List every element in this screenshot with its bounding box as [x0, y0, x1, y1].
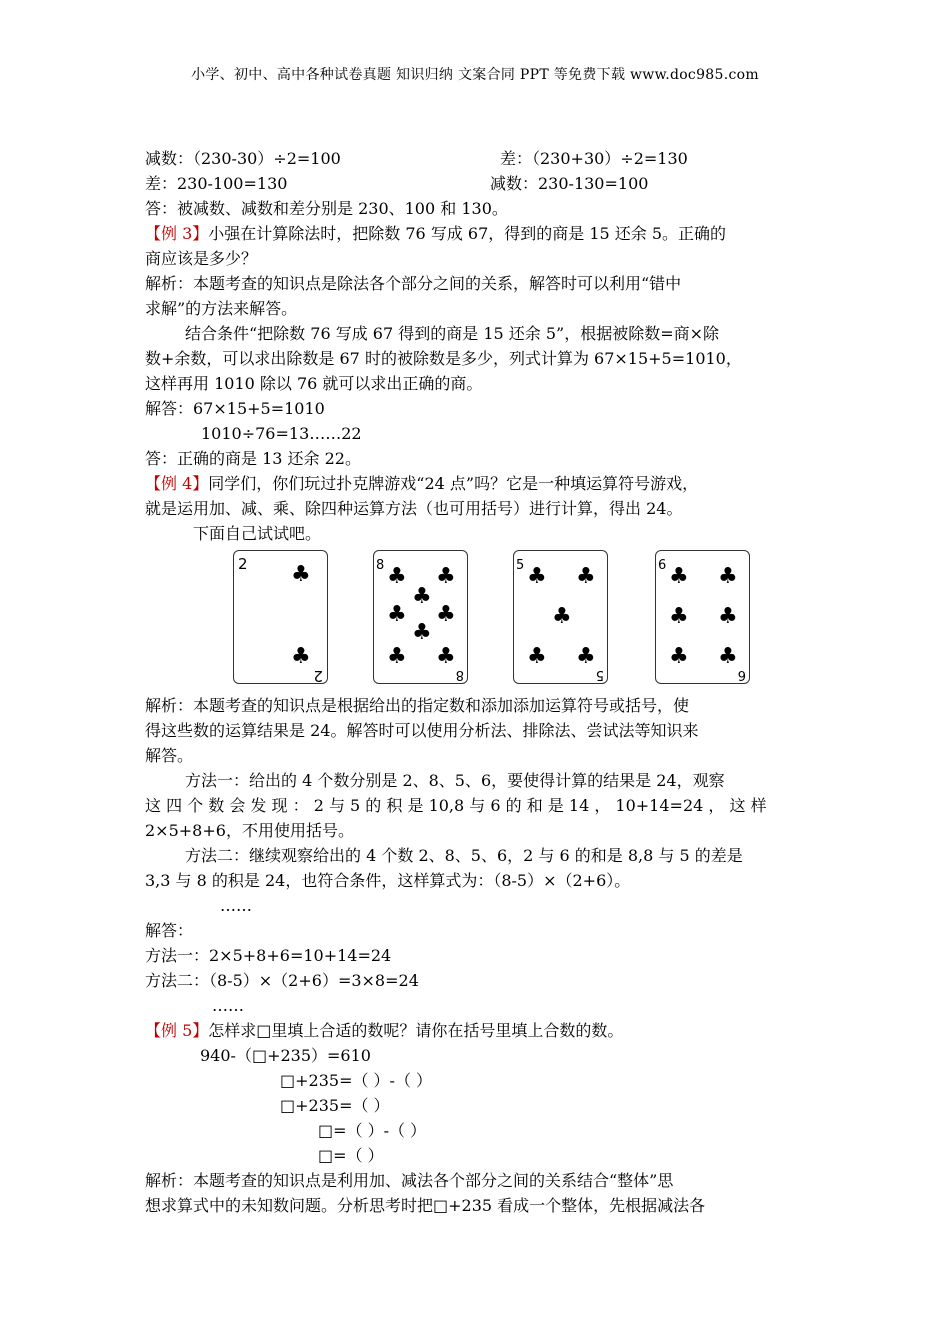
svg-text:♣: ♣: [436, 644, 456, 669]
playing-card-5: [513, 550, 608, 684]
text-line: 商应该是多少？: [145, 249, 258, 268]
line-difference-2: 差：230-100=130: [145, 174, 288, 193]
svg-text:♣: ♣: [291, 562, 311, 587]
text-line: 这样再用 1010 除以 76 就可以求出正确的商。: [145, 374, 483, 393]
text-line: 2×5+8+6，不用使用括号。: [145, 821, 354, 840]
card-rank: 2: [238, 555, 248, 573]
text-line: 就是运用加、减、乘、除四种运算方法（也可用括号）进行计算，得出 24。: [145, 499, 683, 518]
equation-line: □+235=（ ）: [280, 1096, 390, 1115]
svg-text:♣: ♣: [387, 564, 407, 589]
text-line: 数+余数，可以求出除数是 67 时的被除数是多少，列式计算为 67×15+5=1010，: [145, 349, 742, 368]
card-rank: 5: [516, 558, 525, 573]
page-header: 小学、初中、高中各种试卷真题 知识归纳 文案合同 PPT 等免费下载 www.doc985.com: [191, 67, 759, 83]
text-line: 结合条件“把除数 76 写成 67 得到的商是 15 还余 5”，根据被除数=商×除: [185, 324, 720, 343]
playing-card-8: [373, 550, 468, 684]
svg-text:♣: ♣: [412, 620, 432, 645]
text-line: 解答：: [145, 921, 194, 940]
card-rank-rotated: 8: [455, 667, 464, 682]
example-4-title: [145, 473, 698, 495]
text-line: 方法一：给出的 4 个数分别是 2、8、5、6，要使得计算的结果是 24，观察: [185, 771, 725, 790]
answer-line: 答：被减数、减数和差分别是 230、100 和 130。: [145, 199, 508, 218]
card-rank-rotated: 6: [737, 667, 746, 682]
svg-text:♣: ♣: [387, 602, 407, 627]
card-rank: 6: [658, 558, 667, 573]
text-line: 下面自己试试吧。: [193, 524, 322, 543]
text-line: 得这些数的运算结果是 24。解答时可以使用分析法、排除法、尝试法等知识来: [145, 721, 699, 740]
text-line: 方法二：（8-5）×（2+6）=3×8=24: [145, 971, 419, 990]
playing-card-2: [233, 550, 328, 684]
equation-line: 940-（□+235）=610: [200, 1046, 371, 1065]
svg-text:♣: ♣: [669, 604, 689, 629]
equation-line: □+235=（ ）-（ ）: [280, 1071, 433, 1090]
text-line: 3,3 与 8 的积是 24，也符合条件，这样算式为：（8-5）×（2+6）。: [145, 871, 631, 890]
text-line: 解析：本题考查的知识点是根据给出的指定数和添加添加运算符号或括号，使: [145, 696, 690, 715]
svg-text:♣: ♣: [412, 584, 432, 609]
svg-text:♣: ♣: [576, 644, 596, 669]
example-4-text: 同学们，你们玩过扑克牌游戏“24 点”吗？它是一种填运算符号游戏，: [208, 474, 699, 493]
svg-text:♣: ♣: [436, 602, 456, 627]
svg-text:♣: ♣: [291, 644, 311, 669]
example-3-text: 小强在计算除法时，把除数 76 写成 67，得到的商是 15 还余 5。正确的: [208, 224, 727, 243]
example-5-title: [145, 1020, 623, 1042]
text-line: 求解”的方法来解答。: [145, 299, 298, 318]
playing-card-6: [655, 550, 750, 684]
club-icon: [656, 551, 751, 685]
svg-text:♣: ♣: [387, 644, 407, 669]
text-line: 答：正确的商是 13 还余 22。: [145, 449, 361, 468]
ellipsis: ……: [220, 896, 252, 915]
text-line: 方法一：2×5+8+6=10+14=24: [145, 946, 392, 965]
example-5-text: 怎样求□里填上合适的数呢？请你在括号里填上合数的数。: [208, 1021, 624, 1040]
svg-text:♣: ♣: [718, 644, 738, 669]
example-5-label: 【例 5】: [145, 1021, 209, 1040]
svg-text:♣: ♣: [527, 644, 547, 669]
svg-text:♣: ♣: [576, 564, 596, 589]
club-icon: [514, 551, 609, 685]
card-rank-rotated: 5: [595, 667, 604, 682]
line-subtrahend-1: 减数：（230-30）÷2=100: [145, 149, 341, 168]
text-line: 解答。: [145, 746, 194, 765]
text-line: 解析：本题考查的知识点是除法各个部分之间的关系，解答时可以利用“错中: [145, 274, 682, 293]
playing-cards: [0, 550, 950, 686]
card-rank-rotated: 2: [313, 667, 323, 685]
svg-text:♣: ♣: [669, 644, 689, 669]
svg-text:♣: ♣: [436, 564, 456, 589]
svg-text:♣: ♣: [527, 564, 547, 589]
example-3-label: 【例 3】: [145, 224, 209, 243]
line-subtrahend-2: 减数：230-130=100: [490, 174, 649, 193]
club-icon: [374, 551, 469, 685]
svg-text:♣: ♣: [669, 564, 689, 589]
example-3-title: [145, 223, 726, 245]
example-4-label: 【例 4】: [145, 474, 209, 493]
equation-line: □=（ ）: [318, 1146, 384, 1165]
text-line: 方法二：继续观察给出的 4 个数 2、8、5、6，2 与 6 的和是 8,8 与 5 的差是: [185, 846, 743, 865]
line-difference-1: 差：（230+30）÷2=130: [500, 149, 688, 168]
svg-text:♣: ♣: [552, 604, 572, 629]
ellipsis: ……: [212, 996, 244, 1015]
club-icon: [234, 551, 329, 685]
svg-text:♣: ♣: [718, 564, 738, 589]
text-line: 这 四 个 数 会 发 现 ： 2 与 5 的 积 是 10,8 与 6 的 和 是 14 ， 10+14=24 ， 这 样: [145, 796, 767, 815]
text-line: 1010÷76=13……22: [201, 424, 362, 443]
text-line: 解析：本题考查的知识点是利用加、减法各个部分之间的关系结合“整体”思: [145, 1171, 674, 1190]
svg-text:♣: ♣: [718, 604, 738, 629]
card-rank: 8: [376, 558, 385, 573]
text-line: 解答：67×15+5=1010: [145, 399, 325, 418]
equation-line: □=（ ）-（ ）: [318, 1121, 427, 1140]
text-line: 想求算式中的未知数问题。分析思考时把□+235 看成一个整体，先根据减法各: [145, 1196, 706, 1215]
